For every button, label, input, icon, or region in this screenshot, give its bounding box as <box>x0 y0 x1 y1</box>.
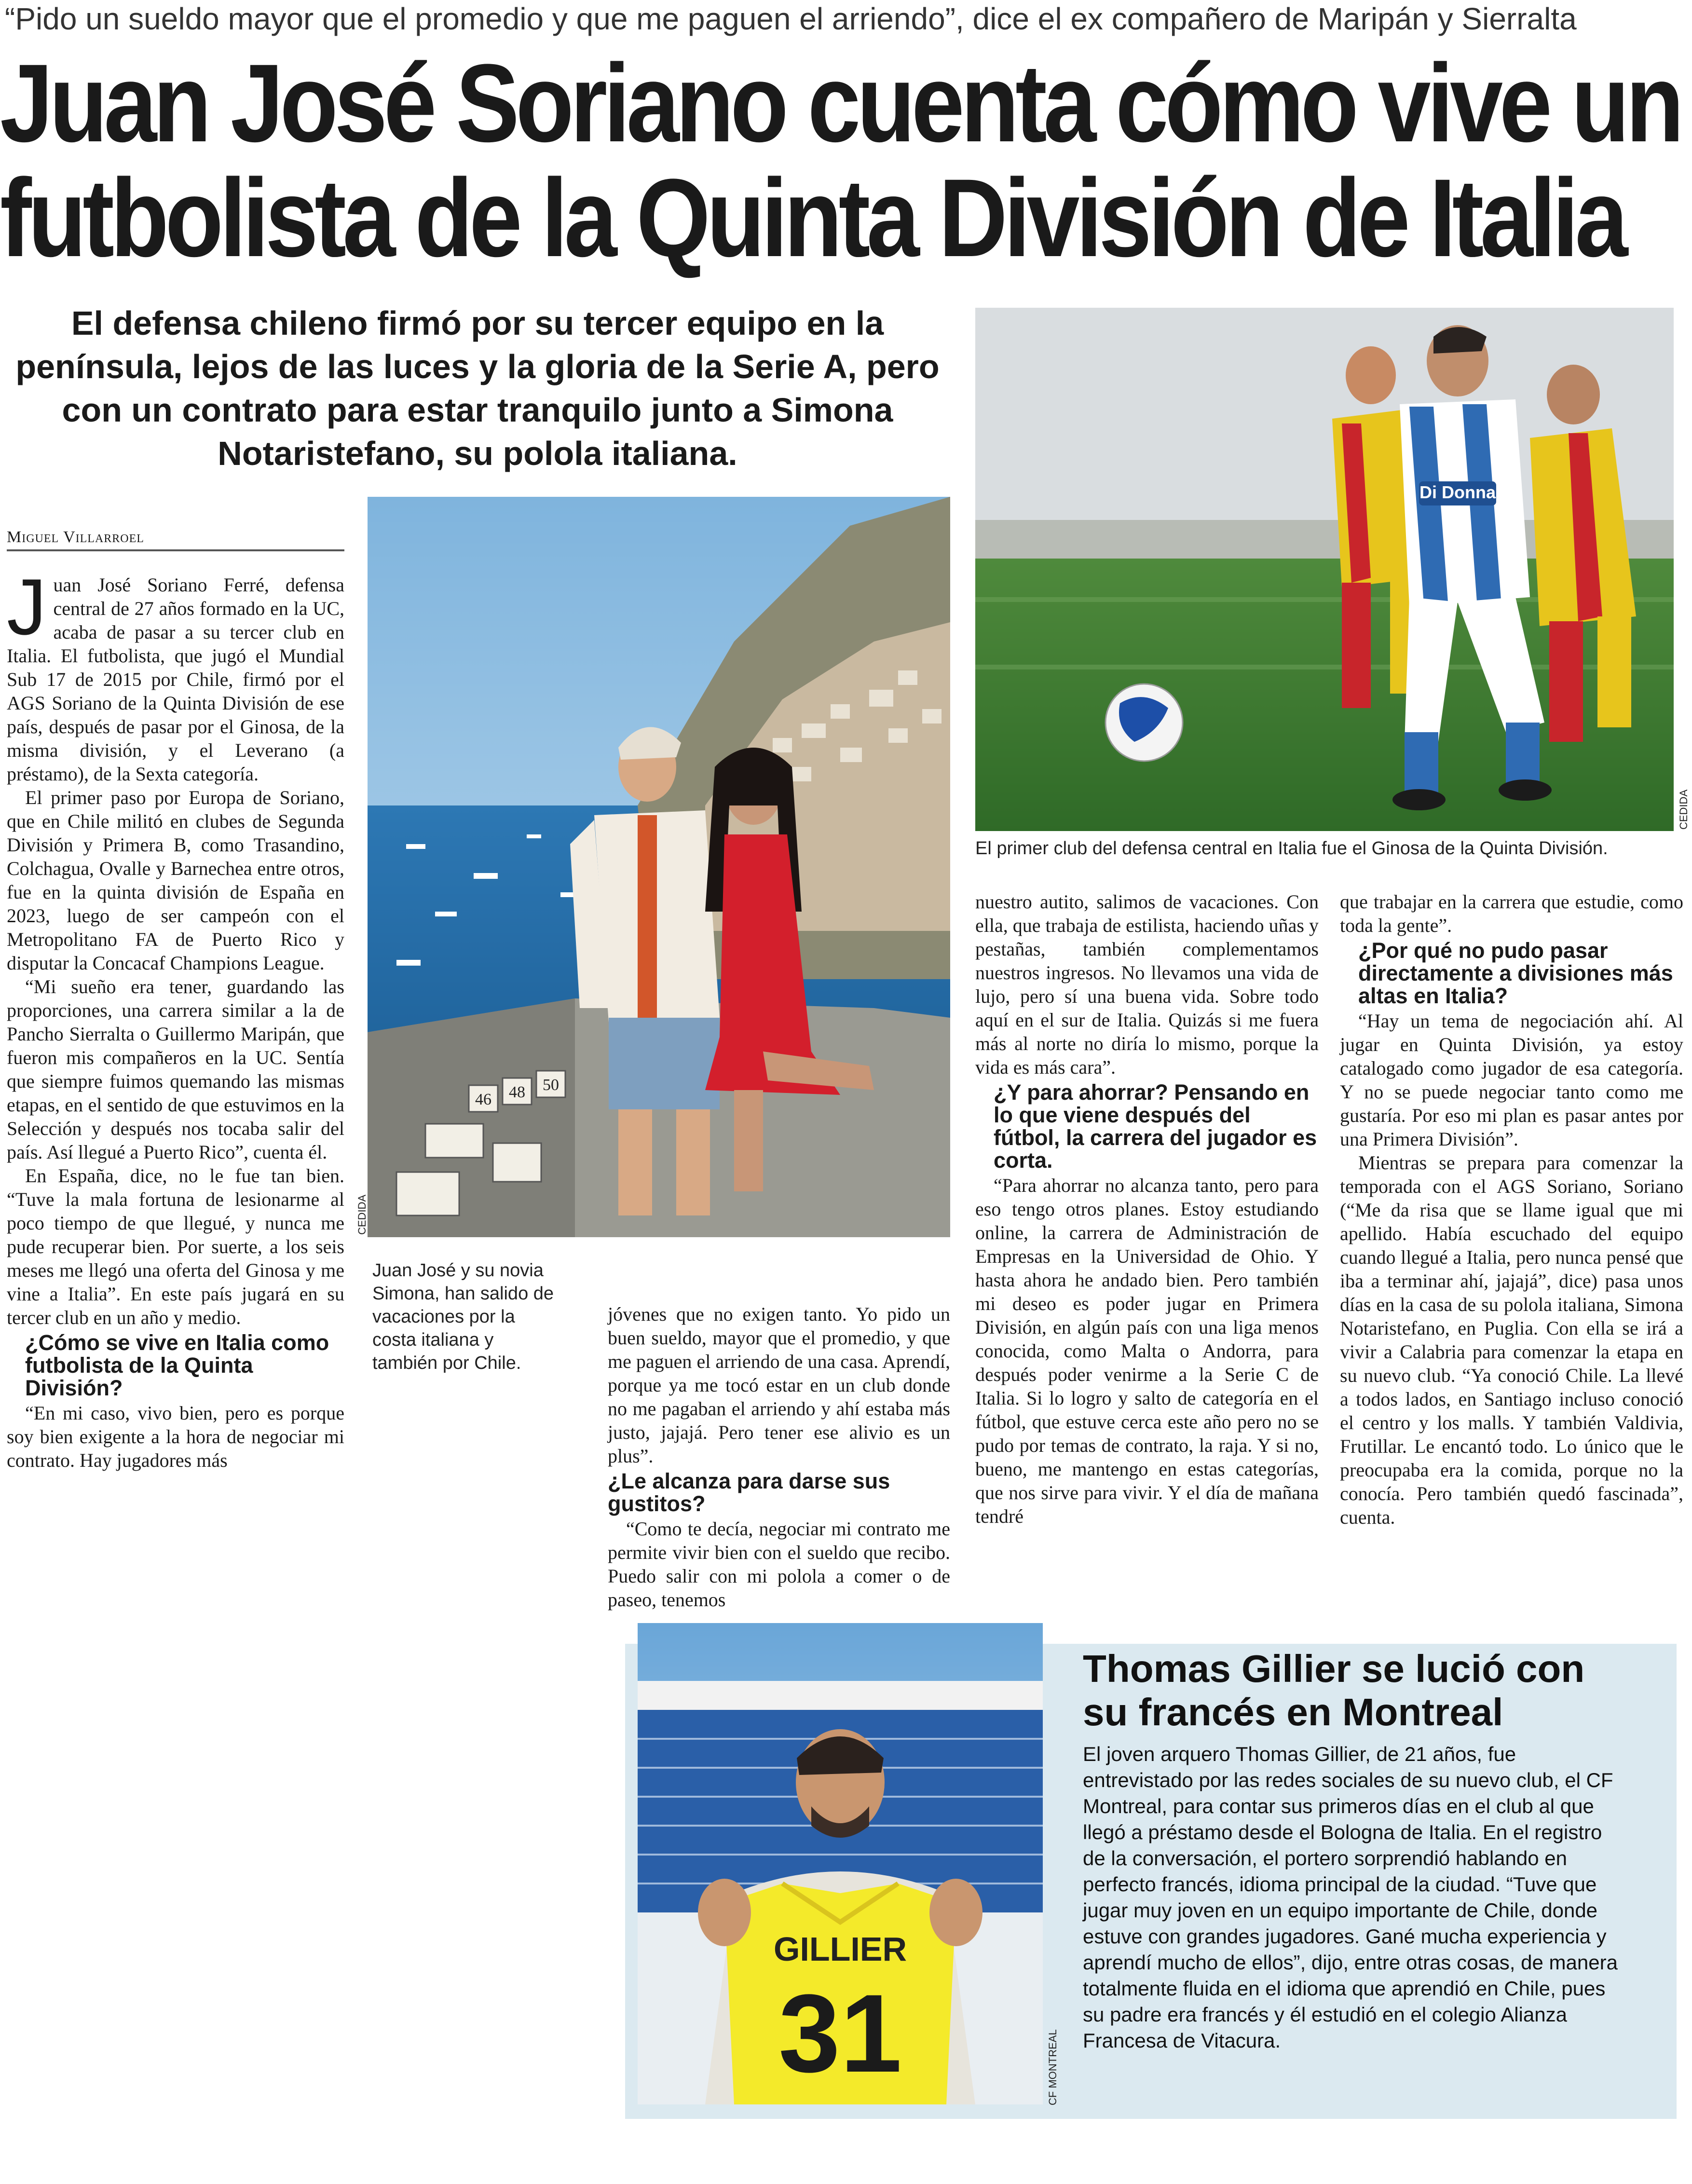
sidebar-title: Thomas Gillier se lució con su francés en Montreal <box>1083 1647 1585 1734</box>
couple-photo-caption: Juan José y su novia Simona, han salido de vacaciones por la costa italiana y también por Chile. <box>372 1260 554 1373</box>
sponsor-label: Di Donna <box>1419 482 1496 502</box>
couple-photo-image <box>368 497 950 1237</box>
wall-tile-48: 48 <box>509 1083 525 1101</box>
couple-photo <box>368 497 950 1237</box>
question-2: ¿Le alcanza para darse sus gustitos? <box>608 1469 890 1516</box>
gillier-photo <box>638 1623 1043 2104</box>
match-photo <box>975 308 1674 831</box>
body-column-2 <box>608 1302 950 1611</box>
headline <box>0 41 1680 280</box>
paragraph-9: “Para ahorrar no alcanza tanto, pero para eso tengo otros planes. Estoy estudiando online, la carrera de Administración de Empresas en la Universidad de Ohio. Y hasta ahora he andado bien. Pero también mi deseo es poder jugar en Primera División, en algún país con una liga menos conocida, como Malta o Andorra, para después poder venirme a la Serie C de Italia. Si lo logro y salto de categoría en el fútbol, que estuve cerca este año pero no se pudo por temas de contrato, la raja. Y si no, bueno, me mantengo en estas categorías, que nos sirve para vivir. Y el día de mañana tendré <box>975 1174 1319 1527</box>
question-4: ¿Por qué no pudo pasar directamente a divisiones más altas en Italia? <box>1358 938 1673 1008</box>
shirt-name: GILLIER <box>773 1930 907 1968</box>
body-column-1 <box>7 562 344 1472</box>
match-photo-caption: El primer club del defensa central en Italia fue el Ginosa de la Quinta División. <box>975 838 1608 859</box>
match-photo-image <box>975 308 1674 831</box>
deck: El defensa chileno firmó por su tercer equipo en la península, lejos de las luces y la gloria de la Serie A, pero con un contrato para estar tranquilo junto a Simona Notaristefano, su polola italiana. <box>15 304 940 472</box>
body-column-3 <box>975 890 1319 1528</box>
kicker: “Pido un sueldo mayor que el promedio y que me paguen el arriendo”, dice el ex compañero de Maripán y Sierralta <box>5 1 1577 36</box>
question-1: ¿Cómo se vive en Italia como futbolista de la Quinta División? <box>25 1330 329 1400</box>
headline-line-1: Juan José Soriano cuenta cómo vive un <box>0 41 1680 165</box>
wall-tile-50: 50 <box>543 1076 559 1094</box>
gillier-photo-credit: CF MONTREAL <box>1047 2029 1059 2105</box>
dropcap: J <box>7 562 47 651</box>
paragraph-7: “Como te decía, negociar mi contrato me permite vivir bien con el sueldo que recibo. Puedo salir con mi polola a comer o de paseo, tenemos <box>608 1518 950 1611</box>
paragraph-5: “En mi caso, vivo bien, pero es porque soy bien exigente a la hora de negociar mi contrato. Hay jugadores más <box>7 1402 344 1471</box>
wall-tile-46: 46 <box>475 1091 491 1108</box>
paragraph-1: uan José Soriano Ferré, defensa central de 27 años formado en la UC, acaba de pasar a su tercer club en Italia. El futbolista, que jugó el Mundial Sub 17 de 2015 por Chile, firmó por el AGS Soriano de la Quinta División de ese país, después de pasar por el Ginosa, de la misma división, y el Leverano (a préstamo), de la Sexta categoría. <box>7 574 344 785</box>
shirt-number: 31 <box>778 1971 902 2095</box>
paragraph-12: Mientras se prepara para comenzar la temporada con el AGS Soriano, Soriano (“Me da risa que se llame igual que mi apellido. Había escuchado del equipo cuando llegué a Italia, pero nunca pensé que iba a terminar ahí, jajajá”, dice) pasa unos días en la casa de su polola italiana, Simona Notaristefano, en Puglia. Con ella se irá a vivir a Calabria para comenzar la etapa en su nuevo club. “Ya conoció Chile. La llevé a todos lados, en Santiago incluso conoció el centro y los malls. Y también Valdivia, Frutillar. Le encantó todo. Lo único que le preocupaba era la comida, porque no la conocía. Pero también quedó fascinada”, cuenta. <box>1340 1152 1683 1528</box>
paragraph-11: “Hay un tema de negociación ahí. Al jugar en Quinta División, ya estoy catalogado como jugador de esa categoría. Y no se puede negociar tanto como me gustaría. Por eso mi plan es pasar antes por una Primera División”. <box>1340 1010 1683 1150</box>
headline-line-2: futbolista de la Quinta División de Italia <box>0 156 1624 280</box>
gillier-photo-image <box>638 1623 1043 2104</box>
paragraph-8: nuestro autito, salimos de vacaciones. Con ella, que trabaja de estilista, haciendo uñas y pestañas, también complementamos nuestros ingresos. No llevamos una vida de lujo, pero sí una buena vida. Sobre todo aquí en el sur de Italia. Quizás si me fuera más al norte no diría lo mismo, porque la vida es más cara”. <box>975 891 1319 1078</box>
question-3: ¿Y para ahorrar? Pensando en lo que viene después del fútbol, la carrera del jugador es corta. <box>994 1080 1317 1173</box>
paragraph-2: El primer paso por Europa de Soriano, que en Chile militó en clubes de Segunda División y Primera B, como Trasandino, Colchagua, Ovalle y Barnechea entre otros, fue en la quinta división de España en 2023, luego de ser campeón con el Metropolitano FA de Puerto Rico y disputar la Concacaf Champions League. <box>7 787 344 974</box>
couple-photo-credit: CEDIDA <box>356 1194 368 1235</box>
paragraph-3: “Mi sueño era tener, guardando las proporciones, una carrera similar a la de Pancho Sierralta o Guillermo Maripán, que fueron mis compañeros en la UC. Sentía que siempre fuimos quemando las mismas etapas, en el sentido de que estuvimos en la Selección y después nos tocaba salir del país. Así llegué a Puerto Rico”, cuenta él. <box>7 976 344 1163</box>
paragraph-6: jóvenes que no exigen tanto. Yo pido un buen sueldo, mayor que el promedio, y que me paguen el arriendo de una casa. Aprendí, porque ya me tocó estar en un club donde no me pagaban el arriendo y ahí estaba más justo, jajajá. Pero tener ese alivio es un plus”. <box>608 1303 950 1467</box>
byline: Miguel Villarroel <box>7 528 344 551</box>
sidebar-text: El joven arquero Thomas Gillier, de 21 años, fue entrevistado por las redes sociales de su nuevo club, el CF Montreal, para contar sus primeros días en el club al que llegó a préstamo desde el Bologna de Italia. En el registro de la conversación, el portero sorprendió hablando en perfecto francés, idioma principal de la ciudad. “Tuve que jugar muy joven en un equipo importante de Chile, donde estuve con grandes jugadores. Gané mucha experiencia y aprendí mucho de ellos”, dijo, entre otras cosas, de manera totalmente fluida en el idioma que aprendió en Chile, pues su padre era francés y él estudió en el colegio Alianza Francesa de Vitacura. <box>1083 1743 1618 2052</box>
body-column-4 <box>1340 890 1683 1529</box>
match-photo-credit: CEDIDA <box>1678 789 1690 830</box>
paragraph-10: que trabajar en la carrera que estudie, como toda la gente”. <box>1340 891 1683 936</box>
paragraph-4: En España, dice, no le fue tan bien. “Tuve la mala fortuna de lesionarme al poco tiempo de que llegué, y nunca me pude recuperar bien. Por suerte, a los seis meses me llegó una oferta del Ginosa y me vine a Italia”. En este país jugará en su tercer club en un año y medio. <box>7 1165 344 1328</box>
